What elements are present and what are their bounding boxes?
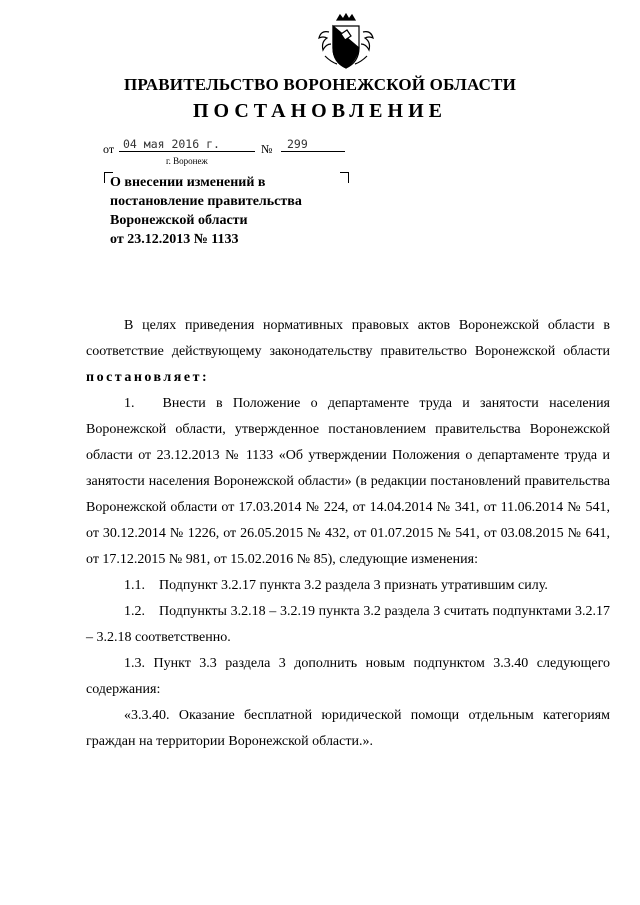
subject-bracket-right (340, 172, 349, 183)
subject-line: от 23.12.2013 № 1133 (110, 232, 239, 247)
registration-row (103, 137, 363, 157)
preamble-text: В целях приведения нормативных правовых актов Воронежской области в соответствие действующему законодательству правительство Воронежской области (86, 318, 610, 359)
subject-line: О внесении изменений в (110, 175, 266, 190)
item-1-3-paragraph: 1.3. Пункт 3.3 раздела 3 дополнить новым подпунктом 3.3.40 следующего содержания: (86, 656, 610, 697)
item-1-2-paragraph: 1.2. Подпункты 3.2.18 – 3.2.19 пункта 3.2 раздела 3 считать подпунктами 3.2.17 – 3.2.18 соответственно. (86, 604, 610, 645)
organization-title: ПРАВИТЕЛЬСТВО ВОРОНЕЖСКОЙ ОБЛАСТИ (123, 75, 517, 94)
document-body (86, 313, 610, 755)
item-1-paragraph: 1. Внести в Положение о департаменте труда и занятости населения Воронежской области, утвержденное постановлением правительства Воронежской области от 23.12.2013 № 1133 «Об утверждении Положения о департаменте труда и занятости населения Воронежской области» (в редакции постановлений правительства Воронежской области от 17.03.2014 № 224, от 14.04.2014 № 341, от 11.06.2014 № 541, от 30.12.2014 № 1226, от 26.05.2015 № 432, от 01.07.2015 № 541, от 03.08.2015 № 641, от 17.12.2015 № 981, от 15.02.2016 № 85), следующие изменения: (86, 396, 610, 567)
number-prefix-label: № (261, 142, 273, 156)
resolves-word: постановляет: (86, 370, 210, 385)
quoted-subpoint-paragraph: «3.3.40. Оказание бесплатной юридической помощи отдельным категориям граждан на территории Воронежской области.». (86, 708, 610, 749)
voronezh-coat-of-arms-icon (315, 12, 377, 74)
item-1-1-paragraph: 1.1. Подпункт 3.2.17 пункта 3.2 раздела 3 признать утратившим силу. (124, 578, 548, 593)
date-prefix-label: от (103, 142, 115, 156)
preamble-paragraph (86, 313, 610, 391)
city-label: г. Воронеж (166, 156, 208, 166)
document-subject (110, 173, 340, 249)
document-type-title: ПОСТАНОВЛЕНИЕ (193, 100, 447, 122)
date-field: 04 мая 2016 г. (119, 137, 255, 152)
subject-line: Воронежской области (110, 213, 248, 228)
number-field: 299 (281, 137, 345, 152)
subject-line: постановление правительства (110, 194, 302, 209)
